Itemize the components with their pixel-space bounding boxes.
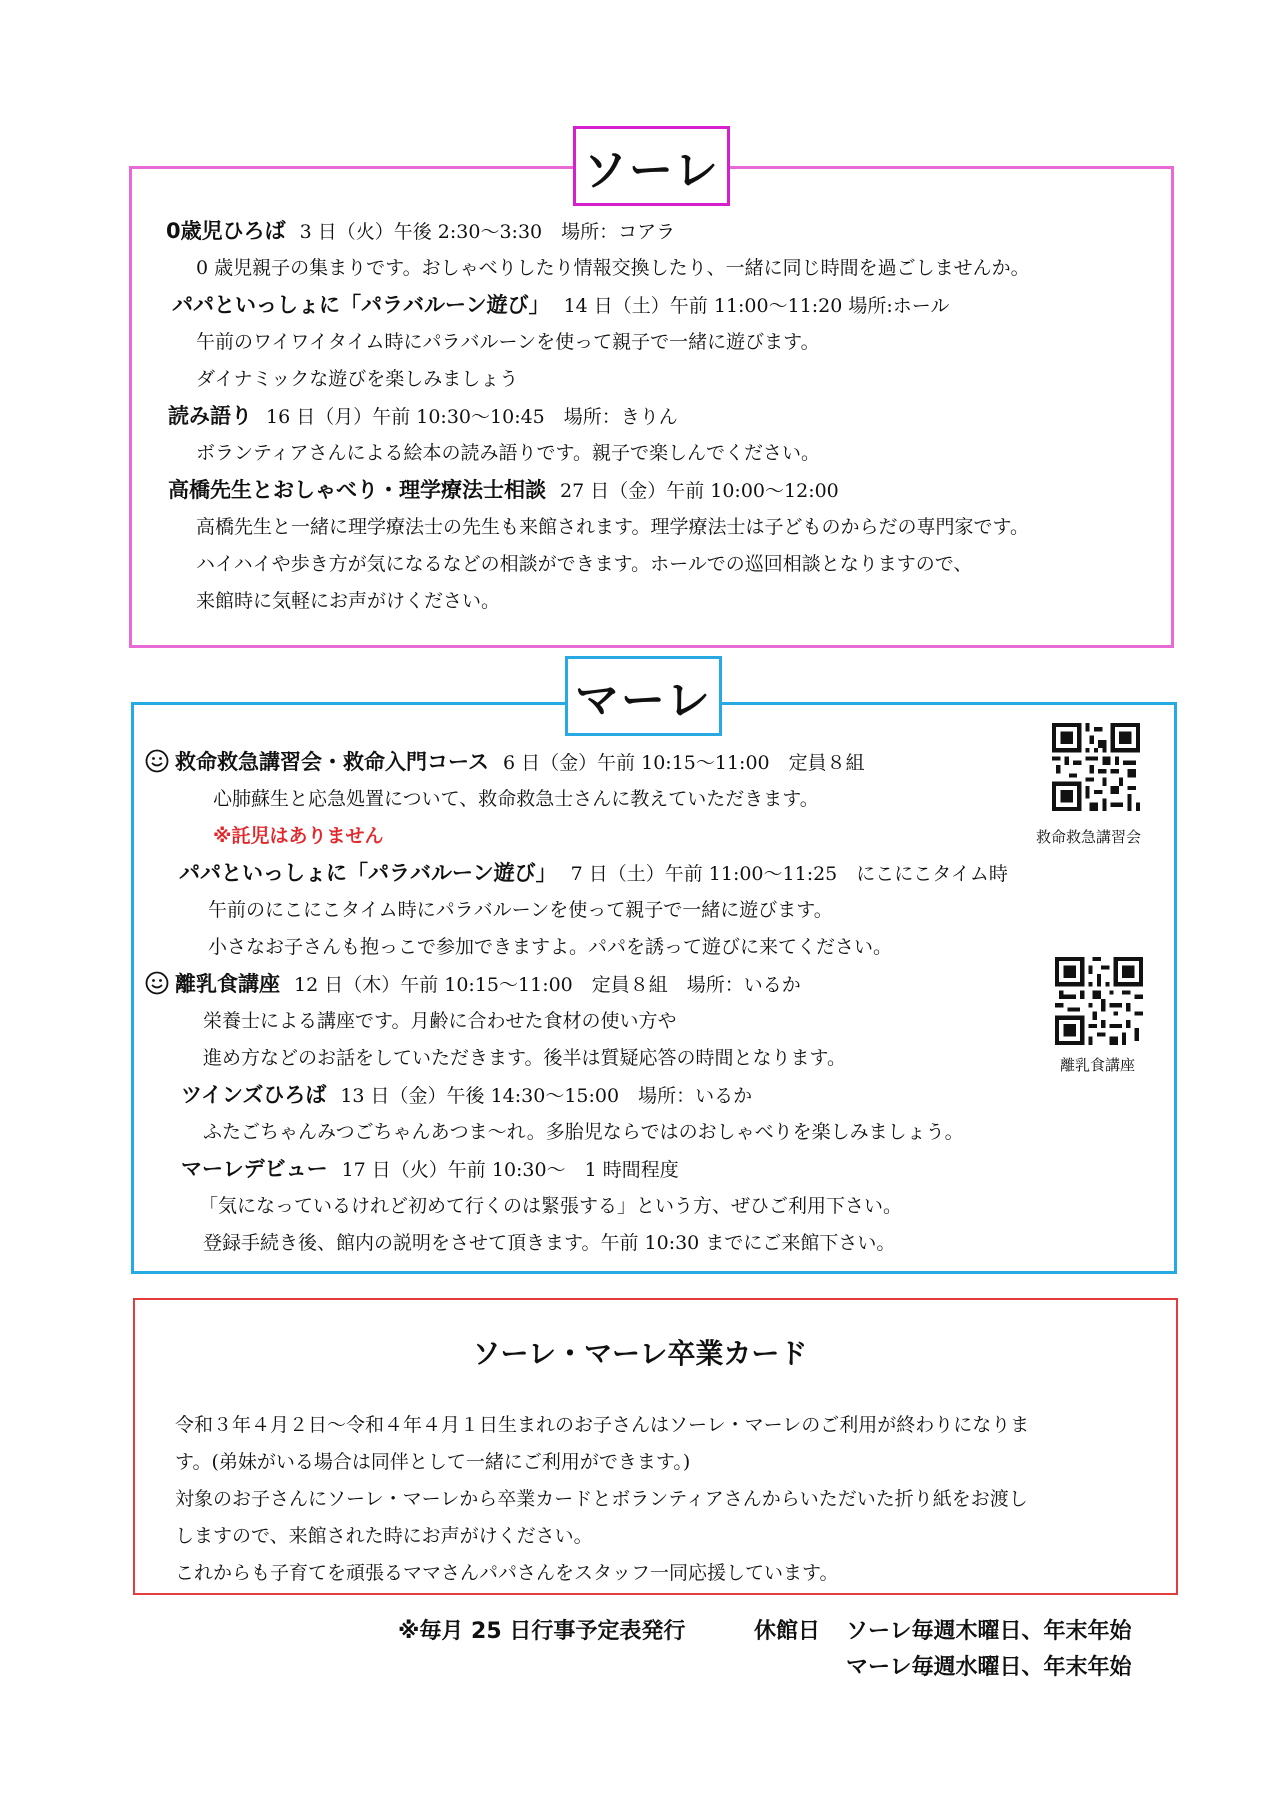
event-meta: 27 日（金）午前 10:00～12:00 [560, 480, 839, 502]
closed-days-label: 休館日 [754, 1619, 821, 1644]
schedule-note: ※毎月 25 日行事予定表発行 [398, 1619, 686, 1644]
event-desc: ボランティアさんによる絵本の読み語りです。親子で楽しんでください。 [196, 442, 820, 464]
event-desc: 高橋先生と一緒に理学療法士の先生も来館されます。理学療法士は子どものからだの専門家です。 [196, 516, 1029, 538]
mare-title: マーレ [565, 656, 722, 736]
event-desc: 進め方などのお話をしていただきます。後半は質疑応答の時間となります。 [203, 1047, 846, 1069]
event-desc: 小さなお子さんも抱っこで参加できますよ。パパを誘って遊びに来てください。 [208, 936, 893, 958]
event-desc: 来館時に気軽にお声がけください。 [196, 590, 501, 612]
event-desc: 「気になっているけれど初めて行くのは緊張する」という方、ぜひご利用下さい。 [199, 1195, 903, 1217]
mare-closed-days: マーレ毎週水曜日、年末年始 [846, 1655, 1132, 1680]
mare-event-1 [179, 860, 1008, 887]
event-meta: 16 日（月）午前 10:30～10:45 場所：きりん [266, 406, 678, 428]
event-meta: 17 日（火）午前 10:30～ 1 時間程度 [341, 1159, 679, 1181]
qr-code-icon[interactable] [1055, 957, 1143, 1045]
event-desc: 登録手続き後、館内の説明をさせて頂きます。午前 10:30 までにご来館下さい。 [203, 1232, 896, 1254]
graduation-text: す。(弟妹がいる場合は同伴として一緒にご利用ができます。) [175, 1451, 691, 1473]
event-name: 高橋先生とおしゃべり・理学療法士相談 [168, 478, 546, 502]
sole-event-3 [168, 477, 839, 504]
sole-event-1 [172, 292, 949, 319]
graduation-text: 令和３年４月２日～令和４年４月１日生まれのお子さんはソーレ・マーレのご利用が終わりになりま [175, 1414, 1030, 1436]
mare-event-4 [181, 1156, 679, 1183]
sole-event-0 [166, 218, 675, 245]
qr-code-icon[interactable] [1052, 723, 1140, 811]
event-meta: 13 日（金）午後 14:30～15:00 場所：いるか [340, 1085, 753, 1107]
no-childcare-note: ※託児はありません [213, 825, 384, 847]
event-name: マーレデビュー [181, 1157, 328, 1181]
event-meta: 14 日（土）午前 11:00～11:20 場所:ホール [563, 295, 950, 317]
event-name: 0歳児ひろば [166, 219, 286, 243]
smiley-icon [145, 749, 169, 773]
event-desc: 心肺蘇生と応急処置について、救命救急士さんに教えていただきます。 [213, 788, 819, 810]
event-meta: 6 日（金）午前 10:15～11:00 定員８組 [502, 752, 865, 774]
smiley-icon [145, 971, 169, 995]
graduation-title: ソーレ・マーレ卒業カード [472, 1337, 808, 1370]
mare-event-3 [181, 1082, 752, 1109]
mare-event-0 [145, 749, 865, 776]
graduation-text: これからも子育てを頑張るママさんパパさんをスタッフ一同応援しています。 [175, 1562, 839, 1584]
mare-event-2 [145, 971, 801, 998]
event-desc: 午前のワイワイタイム時にパラバルーンを使って親子で一緒に遊びます。 [196, 331, 820, 353]
event-name: ツインズひろば [181, 1083, 327, 1107]
event-meta: 12 日（木）午前 10:15～11:00 定員８組 場所：いるか [294, 974, 801, 996]
event-desc: ハイハイや歩き方が気になるなどの相談ができます。ホールでの巡回相談となりますので、 [196, 553, 973, 575]
event-name: 読み語り [168, 404, 252, 428]
event-meta: 3 日（火）午後 2:30～3:30 場所：コアラ [299, 221, 676, 243]
qr-label: 救命救急講習会 [1036, 828, 1142, 846]
event-desc: 栄養士による講座です。月齢に合わせた食材の使い方や [203, 1010, 677, 1032]
sole-title: ソーレ [573, 126, 730, 206]
event-name: パパといっしょに「パラバルーン遊び」 [172, 293, 550, 317]
event-name: パパといっしょに「パラバルーン遊び」 [179, 861, 557, 885]
sole-closed-days: ソーレ毎週木曜日、年末年始 [846, 1619, 1132, 1644]
qr-label: 離乳食講座 [1060, 1056, 1136, 1074]
graduation-text: しますので、来館された時にお声がけください。 [175, 1525, 593, 1547]
event-desc: 午前のにこにこタイム時にパラバルーンを使って親子で一緒に遊びます。 [208, 899, 833, 921]
event-desc: ふたごちゃんみつごちゃんあつま～れ。多胎児ならではのおしゃべりを楽しみましょう。 [203, 1121, 964, 1143]
sole-event-2 [168, 403, 678, 430]
event-meta: 7 日（土）午前 11:00～11:25 にこにこタイム時 [570, 863, 1008, 885]
event-desc: ダイナミックな遊びを楽しみましょう [196, 368, 519, 390]
event-name: 救命救急講習会・救命入門コース [175, 750, 489, 774]
event-desc: 0 歳児親子の集まりです。おしゃべりしたり情報交換したり、一緒に同じ時間を過ごしませんか。 [196, 257, 1030, 279]
graduation-text: 対象のお子さんにソーレ・マーレから卒業カードとボランティアさんからいただいた折り紙をお渡し [175, 1488, 1028, 1510]
event-name: 離乳食講座 [175, 972, 280, 996]
